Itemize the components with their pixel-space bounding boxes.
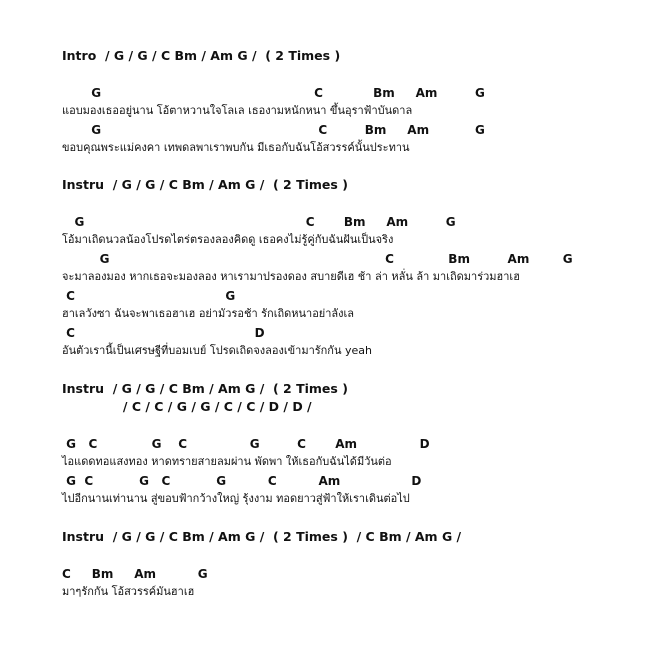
chord-line: C Bm Am G: [62, 567, 208, 581]
chord-line: G C Bm Am G: [62, 86, 485, 100]
chord-line: G C G C G C Am D: [62, 437, 430, 451]
chord-line: C G: [62, 289, 236, 303]
section-header-intro: Intro / G / G / C Bm / Am G / ( 2 Times ): [62, 48, 341, 63]
section-header-instru: Instru / G / G / C Bm / Am G / ( 2 Times ) / C Bm / Am G /: [62, 529, 462, 544]
section-header-instru: Instru / G / G / C Bm / Am G / ( 2 Times ): [62, 177, 348, 192]
lyric-line: ขอบคุณพระแม่คงคา เทพดลพาเราพบกัน มีเธอกับฉันโอ้สวรรค์นั้นประทาน: [62, 141, 410, 154]
chord-line: C D: [62, 326, 265, 340]
chord-line: G C G C G C Am D: [62, 474, 422, 488]
lyric-line: อันตัวเรานี้เป็นเศรษฐีที่บอมเบย์ โปรดเถิดจงลองเข้ามารักกัน yeah: [62, 344, 372, 357]
lyric-line: ฮาเลวังซา ฉันจะพาเธอฮาเฮ อย่ามัวรอช้า รักเถิดหนาอย่าลังเล: [62, 307, 355, 320]
lyric-line: โอ้มาเถิดนวลน้องโปรดไตร่ตรองลองคิดดู เธอคงไม่รู้คู่กับฉันฝันเป็นจริง: [62, 233, 394, 246]
lyric-line: ไอแดดทอแสงทอง หาดทรายสายลมผ่าน พัดพา ให้เธอกับฉันได้มีวันต่อ: [62, 455, 392, 468]
lyric-line: แอบมองเธออยู่นาน โอ้ตาหวานใจโลเล เธองามหนักหนา ขึ้นอุราฟ้าบันดาล: [62, 104, 413, 117]
lyric-line: มาๆรักกัน โอ้สวรรค์มันฮาเฮ: [62, 585, 195, 598]
chord-line: G C Bm Am G: [62, 252, 573, 266]
chord-line: G C Bm Am G: [62, 215, 456, 229]
lyric-line: จะมาลองมอง หากเธอจะมองลอง หาเรามาปรองดอง สบายดีเฮ ช้า ล่า หลั่น ล้า มาเถิดมาร่วมฮาเฮ: [62, 270, 520, 283]
lyric-line: ไปอีกนานเท่านาน สู่ขอบฟ้ากว้างใหญ่ รุ้งงาม ทอดยาวสู่ฟ้าให้เราเดินต่อไป: [62, 492, 410, 505]
chord-line: G C Bm Am G: [62, 123, 485, 137]
section-subheader: / C / C / G / G / C / C / D / D /: [62, 399, 312, 414]
section-header-instru: Instru / G / G / C Bm / Am G / ( 2 Times ): [62, 381, 348, 396]
